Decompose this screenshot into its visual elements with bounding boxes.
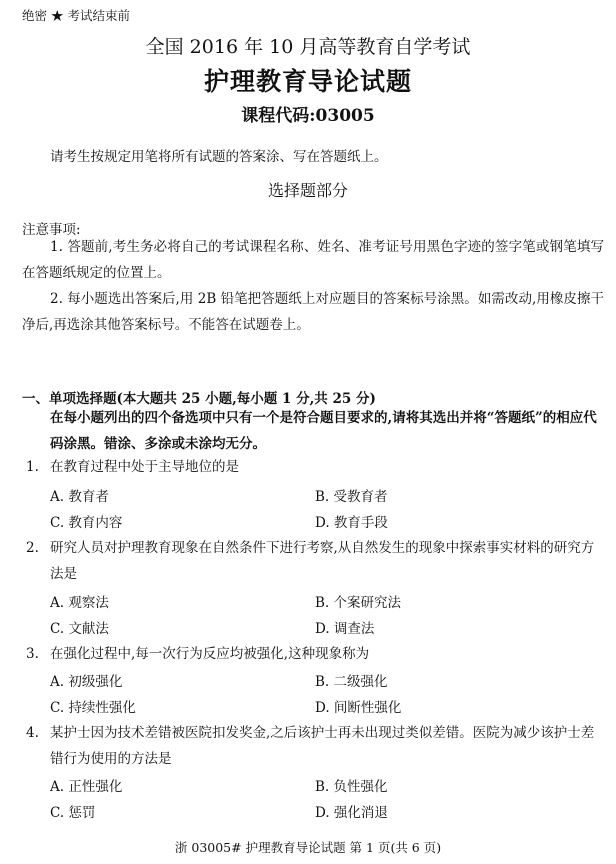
question-2-option-c: C. 文献法: [50, 621, 109, 637]
question-4: [26, 720, 606, 772]
question-3-option-b: B. 二级强化: [315, 674, 388, 690]
question-stem: 在教育过程中处于主导地位的是: [50, 459, 239, 475]
question-number: 3.: [26, 646, 39, 662]
attention-item-1: 1. 答题前,考生务必将自己的考试课程名称、姓名、准考证号用黑色字迹的签字笔或钢笔填写在答题纸规定的位置上。: [22, 239, 604, 281]
exam-title: 全国 2016 年 10 月高等教育自学考试: [145, 36, 471, 58]
paper-title: 护理教育导论试题: [203, 67, 412, 96]
section-title: 选择题部分: [267, 181, 348, 200]
question-4-option-b: B. 负性强化: [315, 779, 388, 795]
question-number: 2.: [26, 540, 39, 556]
question-stem: 某护士因为技术差错被医院扣发奖金,之后该护士再未出现过类似差错。医院为减少该护士差错行为使用的方法是: [50, 725, 595, 767]
question-4-option-d: D. 强化消退: [315, 805, 388, 821]
question-1-option-d: D. 教育手段: [315, 515, 388, 531]
question-4-option-c: C. 惩罚: [50, 805, 96, 821]
part-one-description: 在每小题列出的四个备选项中只有一个是符合题目要求的,请将其选出并将“答题纸”的相应代码涂黑。错涂、多涂或未涂均无分。: [50, 410, 597, 452]
question-1-option-b: B. 受教育者: [315, 489, 388, 505]
attention-heading: 注意事项:: [22, 222, 81, 238]
question-number: 1.: [26, 459, 39, 475]
question-3: [26, 641, 606, 667]
question-3-option-a: A. 初级强化: [50, 674, 123, 690]
general-instruction: 请考生按规定用笔将所有试题的答案涂、写在答题纸上。: [50, 149, 388, 165]
question-2-option-d: D. 调查法: [315, 621, 375, 637]
question-2-option-b: B. 个案研究法: [315, 595, 402, 611]
question-2: [26, 535, 606, 587]
question-1-option-a: A. 教育者: [50, 489, 109, 505]
question-number: 4.: [26, 725, 39, 741]
question-2-option-a: A. 观察法: [50, 595, 109, 611]
question-3-option-c: C. 持续性强化: [50, 700, 136, 716]
question-stem: 在强化过程中,每一次行为反应均被强化,这种现象称为: [50, 646, 370, 662]
question-4-option-a: A. 正性强化: [50, 779, 123, 795]
part-one-heading: 一、单项选择题(本大题共 25 小题,每小题 1 分,共 25 分): [22, 391, 376, 407]
question-3-option-d: D. 间断性强化: [315, 700, 402, 716]
attention-item-2: 2. 每小题选出答案后,用 2B 铅笔把答题纸上对应题目的答案标号涂黑。如需改动,用橡皮擦干净后,再选涂其他答案标号。不能答在试题卷上。: [22, 291, 604, 333]
course-code: 课程代码:03005: [241, 106, 375, 126]
question-1: [26, 454, 606, 480]
question-1-option-c: C. 教育内容: [50, 515, 123, 531]
page-footer: 浙 03005# 护理教育导论试题 第 1 页(共 6 页): [174, 840, 442, 855]
question-stem: 研究人员对护理教育现象在自然条件下进行考察,从自然发生的现象中探索事实材料的研究方法是: [50, 540, 595, 582]
secret-mark: 绝密 ★ 考试结束前: [22, 8, 130, 23]
